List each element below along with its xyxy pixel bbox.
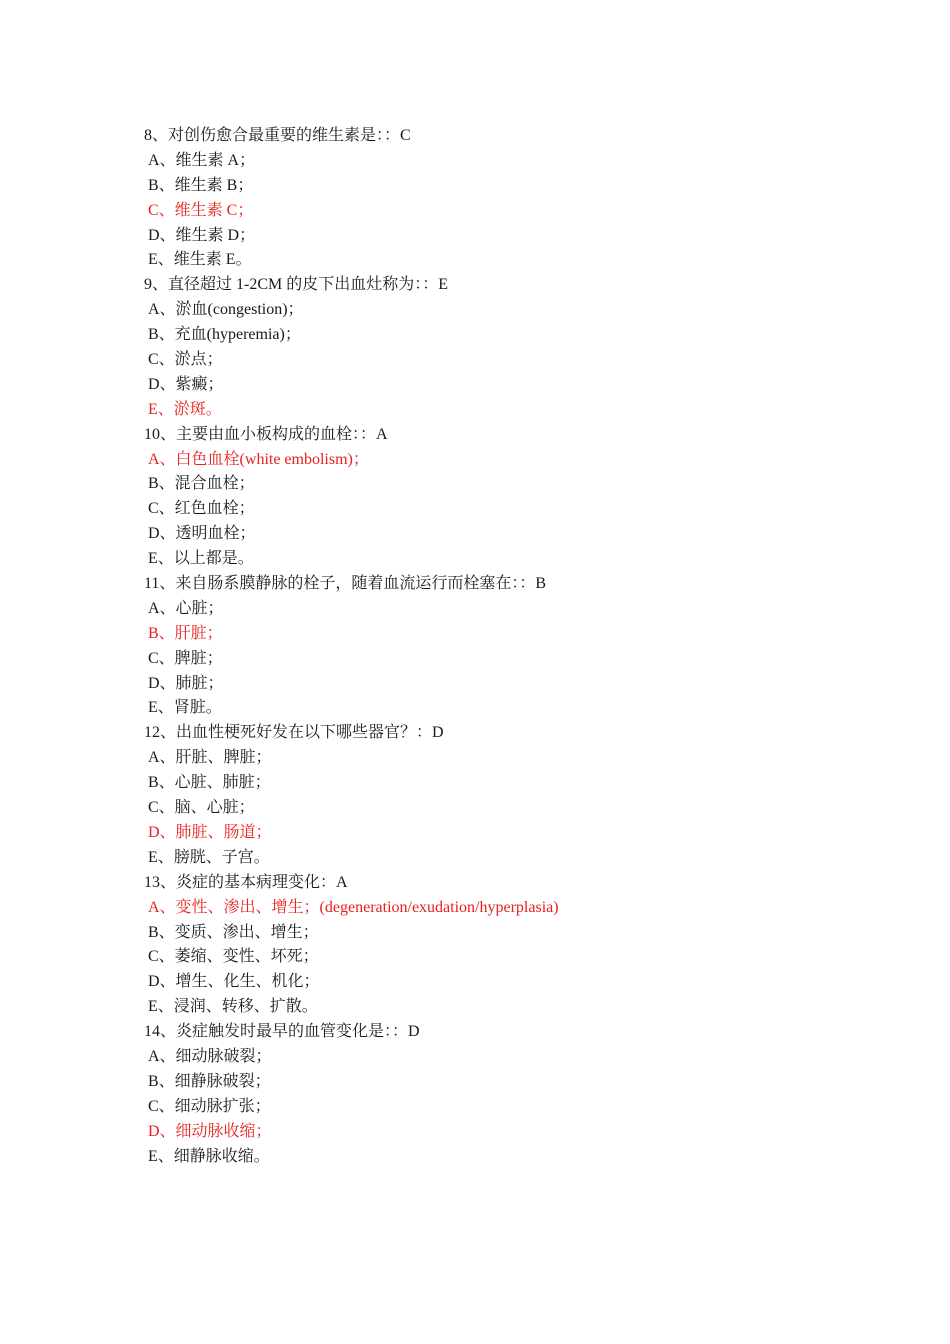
option-e: E、膀胱、子宫。: [148, 848, 270, 866]
option-b: B、变质、渗出、增生；: [148, 923, 319, 941]
option-c: C、细动脉扩张；: [148, 1097, 271, 1115]
option-a-correct: A、白色血栓(white embolism)；: [148, 450, 369, 468]
question-block: [144, 273, 864, 422]
option-a: A、肝脏、脾脏；: [148, 749, 272, 767]
option-d: D、维生素 D；: [148, 226, 256, 244]
option-c: C、脑、心脏；: [148, 799, 255, 817]
option-c: C、萎缩、变性、坏死；: [148, 948, 319, 966]
option-a: A、心脏；: [148, 599, 224, 617]
question-block: [144, 572, 864, 721]
option-b: B、维生素 B；: [148, 176, 254, 194]
question-text: 11、来自肠系膜静脉的栓子，随着血流运行而栓塞在：：B: [144, 575, 547, 593]
option-a-correct: A、变性、渗出、增生；(degeneration/exudation/hyperplasia): [148, 898, 559, 916]
option-d: D、肺脏；: [148, 674, 224, 692]
question-block: [144, 124, 864, 273]
option-e: E、肾脏。: [148, 699, 222, 717]
option-c: C、脾脏；: [148, 649, 223, 667]
question-text: 10、主要由血小板构成的血栓：：A: [144, 425, 388, 443]
option-e: E、维生素 E。: [148, 251, 252, 269]
question-text: 12、出血性梗死好发在以下哪些器官？：D: [144, 724, 444, 742]
option-b: B、细静脉破裂；: [148, 1072, 271, 1090]
option-d-correct: D、肺脏、肠道；: [148, 823, 272, 841]
question-text: 13、炎症的基本病理变化：A: [144, 873, 348, 891]
option-d-correct: D、细动脉收缩；: [148, 1122, 272, 1140]
option-b: B、混合血栓；: [148, 475, 255, 493]
option-e: E、细静脉收缩。: [148, 1147, 270, 1165]
option-c-correct: C、维生素 C；: [148, 201, 254, 219]
option-e: E、以上都是。: [148, 550, 254, 568]
question-block: [144, 871, 864, 1020]
question-text: 14、炎症触发时最早的血管变化是：：D: [144, 1023, 420, 1041]
option-e-correct: E、淤斑。: [148, 400, 222, 418]
option-a: A、维生素 A；: [148, 151, 256, 169]
option-c: C、淤点；: [148, 351, 223, 369]
question-list: [144, 124, 864, 1169]
option-d: D、透明血栓；: [148, 525, 256, 543]
option-a: A、淤血(congestion)；: [148, 301, 304, 319]
option-a: A、细动脉破裂；: [148, 1047, 272, 1065]
option-c: C、红色血栓；: [148, 500, 255, 518]
option-b-correct: B、肝脏；: [148, 624, 223, 642]
question-text: 9、直径超过 1-2CM 的皮下出血灶称为：：E: [144, 276, 449, 294]
question-block: [144, 721, 864, 870]
option-d: D、增生、化生、机化；: [148, 973, 320, 991]
question-block: [144, 1020, 864, 1169]
option-d: D、紫癜；: [148, 375, 224, 393]
question-text: 8、对创伤愈合最重要的维生素是：：C: [144, 127, 411, 144]
option-e: E、浸润、转移、扩散。: [148, 998, 318, 1016]
option-b: B、心脏、肺脏；: [148, 774, 271, 792]
option-b: B、充血(hyperemia)；: [148, 326, 301, 344]
question-block: [144, 423, 864, 572]
